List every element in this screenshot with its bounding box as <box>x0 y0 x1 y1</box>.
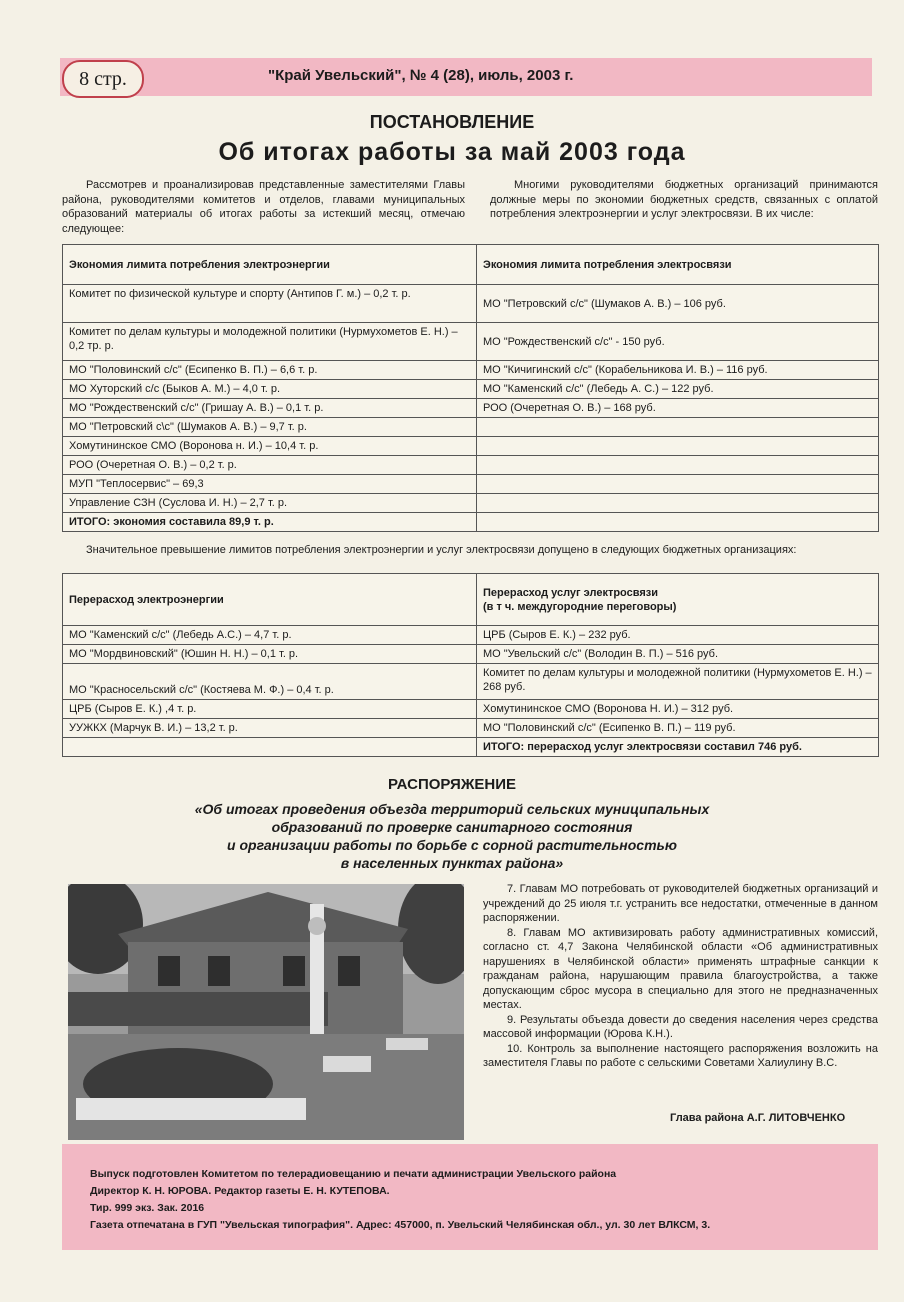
order-paragraph: 9. Результаты объезда довести до сведения населения через средства массовой информации (Юрова К.Н.). <box>483 1013 878 1040</box>
table-cell: МО Хуторский с/с (Быков А. М.) – 4,0 т. р. <box>63 380 477 399</box>
village-house-photo <box>68 884 464 1140</box>
table-cell: МО "Каменский с/с" (Лебедь А.С.) – 4,7 т. р. <box>63 626 477 645</box>
table-cell: МО "Петровский с\с" (Шумаков А. В.) – 9,7 т. р. <box>63 418 477 437</box>
photo-illustration <box>68 884 464 1140</box>
table-cell: РОО (Очеретная О. В.) – 0,2 т. р. <box>63 456 477 475</box>
table-cell: Комитет по делам культуры и молодежной политики (Нурмухометов Е. Н.) – 268 руб. <box>477 664 879 700</box>
overspend-table <box>62 573 879 757</box>
overspend-right-header-line1: Перерасход услуг электросвязи <box>483 586 659 599</box>
resolution-type: ПОСТАНОВЛЕНИЕ <box>369 112 535 132</box>
table-cell: МО "Петровский с/с" (Шумаков А. В.) – 106 руб. <box>477 285 879 323</box>
footer-line: Газета отпечатана в ГУП "Увельская типография". Адрес: 457000, п. Увельский Челябинская обл., ул. 30 лет ВЛКСМ, 3. <box>90 1219 711 1231</box>
footer-line: Директор К. Н. ЮРОВА. Редактор газеты Е. Н. КУТЕПОВА. <box>90 1185 390 1197</box>
table-cell: МО "Половинский с/с" (Есипенко В. П.) – 119 руб. <box>477 719 879 738</box>
order-title-line: «Об итогах проведения объезда территорий сельских муниципальных <box>194 801 710 817</box>
order-paragraph: 10. Контроль за выполнение настоящего распоряжения возложить на заместителя Главы по работе с сельскими Советами Халиулину В.С. <box>483 1042 878 1069</box>
table-cell <box>63 738 477 757</box>
table-cell: Хомутининское СМО (Воронова н. И.) – 10,4 т. р. <box>63 437 477 456</box>
table-cell: МО "Мордвиновский" (Юшин Н. Н.) – 0,1 т. р. <box>63 645 477 664</box>
table-cell <box>477 475 879 494</box>
order-text <box>483 882 878 1071</box>
overspend-left-header: Перерасход электроэнергии <box>63 574 477 626</box>
table-cell: Хомутининское СМО (Воронова Н. И.) – 312 руб. <box>477 700 879 719</box>
table-cell: Комитет по делам культуры и молодежной политики (Нурмухометов Е. Н.) – 0,2 тр. р. <box>63 323 477 361</box>
table-cell: ЦРБ (Сыров Е. К.) ,4 т. р. <box>63 700 477 719</box>
signature: Глава района А.Г. ЛИТОВЧЕНКО <box>670 1112 846 1124</box>
table-cell: МО "Рождественский с/с" (Гришау А. В.) – 0,1 т. р. <box>63 399 477 418</box>
table-cell: МО "Кичигинский с/с" (Корабельникова И. В.) – 116 руб. <box>477 361 879 380</box>
footer-credits <box>90 1166 710 1234</box>
table-cell: МО "Половинский с/с" (Есипенко В. П.) – 6,6 т. р. <box>63 361 477 380</box>
masthead: "Край Увельский", № 4 (28), июль, 2003 г. <box>268 67 574 84</box>
savings-left-header: Экономия лимита потребления электроэнергии <box>63 245 477 285</box>
table-cell: МО "Красносельский с/с" (Костяева М. Ф.) – 0,4 т. р. <box>63 664 477 700</box>
order-title-line: образований по проверке санитарного состояния <box>271 819 633 835</box>
table-cell: МУП "Теплосервис" – 69,3 <box>63 475 477 494</box>
table-cell: МО "Каменский с/с" (Лебедь А. С.) – 122 руб. <box>477 380 879 399</box>
footer-line: Тир. 999 экз. Зак. 2016 <box>90 1202 205 1214</box>
table-cell: Управление СЗН (Суслова И. Н.) – 2,7 т. р. <box>63 494 477 513</box>
table-cell <box>477 456 879 475</box>
intro-right-paragraph: Многими руководителями бюджетных организаций принимаются должные меры по экономии бюджетных средств, связанных с оплатой потребления электроэнергии и услуг электросвязи. В их числе: <box>490 179 878 220</box>
order-title-line: в населенных пунктах района» <box>340 855 564 871</box>
overspend-intro: Значительное превышение лимитов потребления электроэнергии и услуг электросвязи допущено в следующих бюджетных организациях: <box>86 544 797 556</box>
order-paragraph: 7. Главам МО потребовать от руководителей бюджетных организаций и учреждений до 25 июля т.г. устранить все недостатки, отмеченные в данном распоряжении. <box>483 883 878 924</box>
page-number: 8 стр. <box>62 60 144 98</box>
order-paragraph: 8. Главам МО активизировать работу административных комиссий, согласно ст. 4,7 Закона Челябинской области «Об административных нарушениях в Челябинской области» применять штрафные санкции к гражданам района, нарушающим правила благоустройства, а также допускающим сброс мусора в специально для этого не предназначенных местах. <box>483 926 878 1011</box>
table-cell: МО "Увельский с/с" (Володин В. П.) – 516 руб. <box>477 645 879 664</box>
savings-total: ИТОГО: экономия составила 89,9 т. р. <box>63 513 477 532</box>
overspend-right-header-line2: (в т ч. междугородние переговоры) <box>483 600 677 613</box>
order-type: РАСПОРЯЖЕНИЕ <box>387 776 517 793</box>
overspend-total: ИТОГО: перерасход услуг электросвязи составил 746 руб. <box>477 738 879 757</box>
table-cell: Комитет по физической культуре и спорту (Антипов Г. м.) – 0,2 т. р. <box>63 285 477 323</box>
table-cell <box>477 513 879 532</box>
table-cell: РОО (Очеретная О. В.) – 168 руб. <box>477 399 879 418</box>
table-cell: ЦРБ (Сыров Е. К.) – 232 руб. <box>477 626 879 645</box>
table-cell <box>477 437 879 456</box>
order-title <box>0 800 904 872</box>
intro-left-paragraph: Рассмотрев и проанализировав представленные заместителями Главы района, руководителями комитетов и отделов, главами муниципальных образований материалы об итогах работы за истекший месяц, отмечаю следующее: <box>62 179 465 235</box>
savings-table <box>62 244 879 532</box>
overspend-right-header <box>477 574 879 626</box>
table-cell <box>477 418 879 437</box>
order-title-line: и организации работы по борьбе с сорной растительностью <box>227 837 677 853</box>
table-cell <box>477 494 879 513</box>
savings-right-header: Экономия лимита потребления электросвязи <box>477 245 879 285</box>
footer-line: Выпуск подготовлен Комитетом по телерадиовещанию и печати администрации Увельского района <box>90 1168 617 1180</box>
table-cell: МО "Рождественский с/с" - 150 руб. <box>477 323 879 361</box>
table-cell: УУЖКХ (Марчук В. И.) – 13,2 т. р. <box>63 719 477 738</box>
resolution-title: Об итогах работы за май 2003 года <box>218 138 686 166</box>
